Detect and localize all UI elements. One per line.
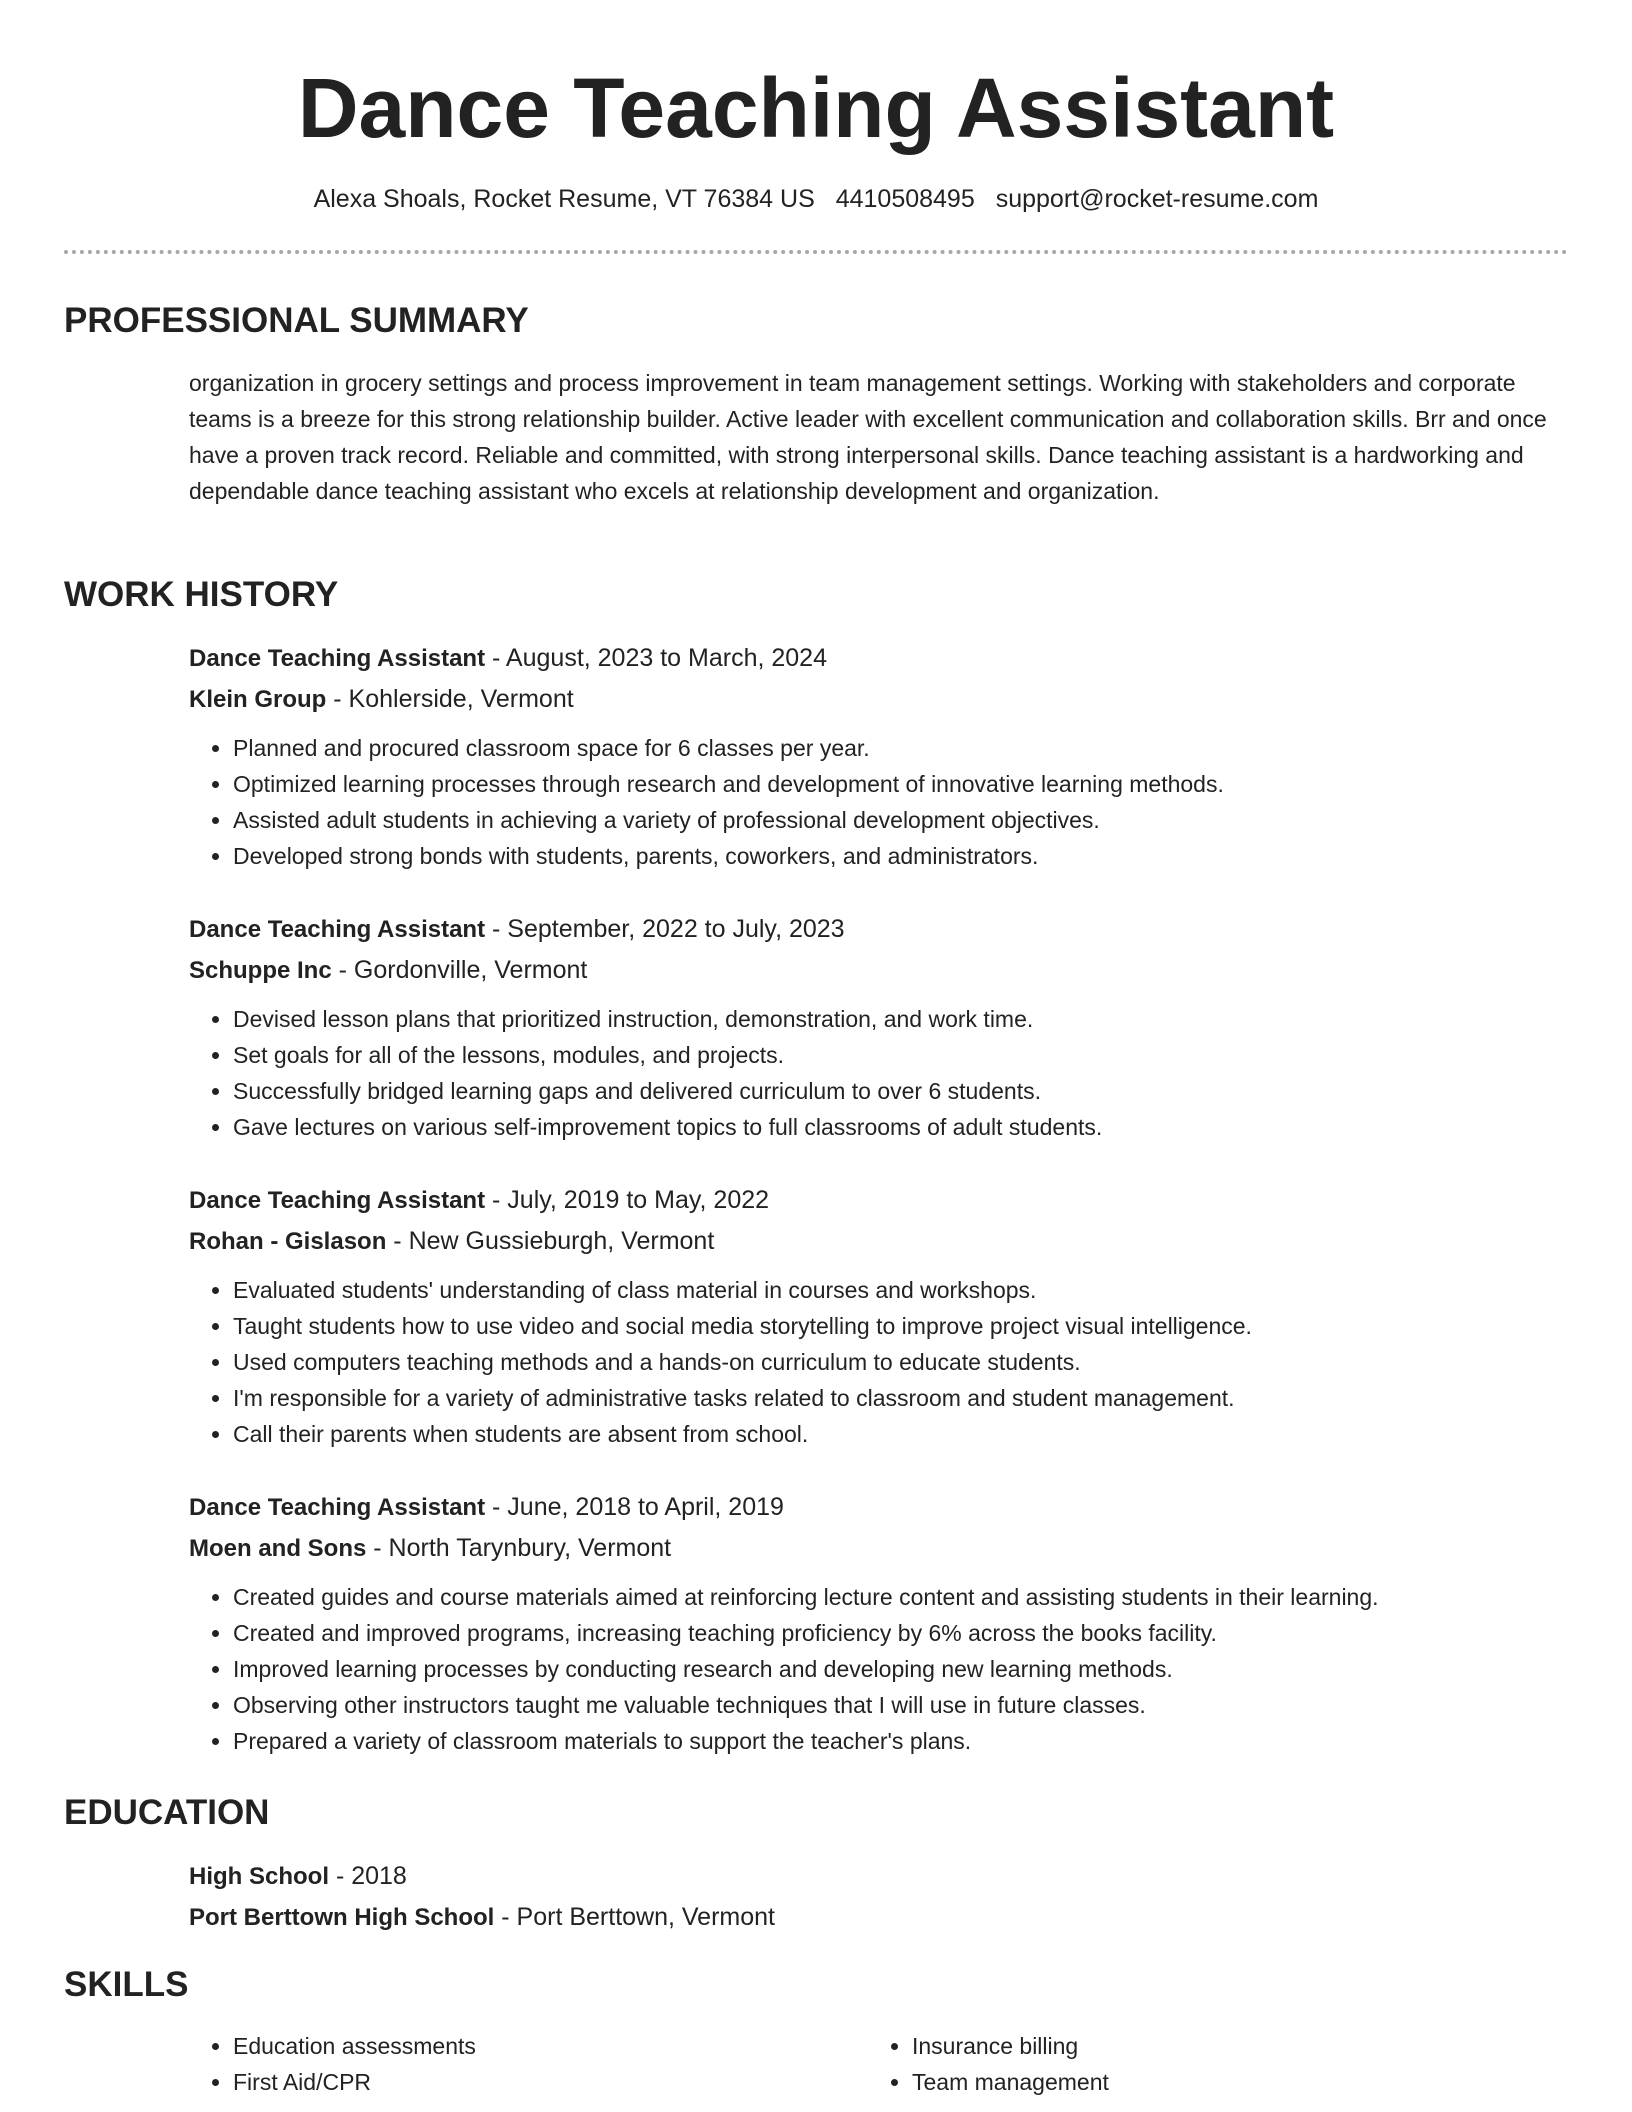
job-bullets [189,1272,1569,1452]
resume-name: Dance Teaching Assistant [297,61,1335,155]
job-title-line [189,638,1569,679]
job-bullets [189,1579,1569,1759]
job-entry [189,1487,1569,1759]
job-bullet: • Developed strong bonds with students, parents, coworkers, and administrators. [233,838,1569,874]
job-company: Schuppe Inc [189,957,332,984]
education-school-line [189,1897,1569,1938]
skills-list-left [189,2028,789,2100]
job-location: - North Tarynbury, Vermont [366,1534,672,1562]
job-role: Dance Teaching Assistant [189,1187,486,1214]
skills-list-right [868,2028,1468,2100]
job-company-line [189,679,1569,720]
job-bullet: • Planned and procured classroom space for 6 classes per year. [233,730,1569,766]
contact-address: Alexa Shoals, Rocket Resume, VT 76384 US [313,185,815,213]
skills-column-left [189,2028,789,2100]
job-dates: - September, 2022 to July, 2023 [485,915,845,943]
job-bullet: • Assisted adult students in achieving a variety of professional development objectives. [233,802,1569,838]
education-entry [189,1856,1569,1938]
summary-title: PROFESSIONAL SUMMARY [64,301,529,340]
skills-column-right [868,2028,1468,2100]
job-bullet: • Observing other instructors taught me valuable techniques that I will use in future classes. [233,1687,1569,1723]
job-company: Rohan - Gislason [189,1228,387,1255]
job-entry [189,1180,1569,1452]
job-role: Dance Teaching Assistant [189,1494,486,1521]
job-entry [189,638,1569,874]
job-bullet: • Optimized learning processes through research and development of innovative learning methods. [233,766,1569,802]
job-bullet: • Devised lesson plans that prioritized instruction, demonstration, and work time. [233,1001,1569,1037]
job-company: Klein Group [189,686,327,713]
job-entry [189,909,1569,1145]
job-role: Dance Teaching Assistant [189,916,486,943]
skill-item: • Insurance billing [912,2028,1468,2064]
job-bullet: • Prepared a variety of classroom materials to support the teacher's plans. [233,1723,1569,1759]
job-role: Dance Teaching Assistant [189,645,486,672]
job-title-line [189,1180,1569,1221]
job-title-line [189,1487,1569,1528]
job-company-line [189,1528,1569,1569]
skill-item: • Team management [912,2064,1468,2100]
job-bullet: • Improved learning processes by conducting research and developing new learning methods. [233,1651,1569,1687]
job-bullet: • Set goals for all of the lessons, modules, and projects. [233,1037,1569,1073]
job-company: Moen and Sons [189,1535,367,1562]
contact-line [0,182,1632,216]
education-degree-line [189,1856,1569,1897]
job-dates: - July, 2019 to May, 2022 [485,1186,770,1214]
job-bullet: • Used computers teaching methods and a hands-on curriculum to educate students. [233,1344,1569,1380]
job-dates: - June, 2018 to April, 2019 [485,1493,784,1521]
education-title: EDUCATION [64,1793,270,1832]
job-bullet: • Taught students how to use video and social media storytelling to improve project visual intelligence. [233,1308,1569,1344]
job-bullet: • Evaluated students' understanding of class material in courses and workshops. [233,1272,1569,1308]
job-location: - Gordonville, Vermont [331,956,588,984]
job-bullet: • Gave lectures on various self-improvement topics to full classrooms of adult students. [233,1109,1569,1145]
job-bullet: • Created guides and course materials aimed at reinforcing lecture content and assisting students in their learning. [233,1579,1569,1615]
job-bullet: • Call their parents when students are absent from school. [233,1416,1569,1452]
education-school: Port Berttown High School [189,1904,495,1931]
job-bullet: • Successfully bridged learning gaps and delivered curriculum to over 6 students. [233,1073,1569,1109]
skill-item: • Education assessments [233,2028,789,2064]
job-bullet: • Created and improved programs, increasing teaching proficiency by 6% across the books facility. [233,1615,1569,1651]
job-bullets [189,1001,1569,1145]
skill-item: • First Aid/CPR [233,2064,789,2100]
job-bullet: • I'm responsible for a variety of administrative tasks related to classroom and student management. [233,1380,1569,1416]
work-history-title: WORK HISTORY [64,575,339,614]
skills-title: SKILLS [64,1965,189,2004]
job-location: - Kohlerside, Vermont [326,685,574,713]
job-title-line [189,909,1569,950]
education-location: - Port Berttown, Vermont [494,1903,775,1931]
job-company-line [189,1221,1569,1262]
contact-phone: 4410508495 [835,185,975,213]
contact-email: support@rocket-resume.com [995,185,1319,213]
job-bullets [189,730,1569,874]
job-company-line [189,950,1569,991]
job-dates: - August, 2023 to March, 2024 [485,644,827,672]
education-year: - 2018 [329,1862,407,1890]
job-location: - New Gussieburgh, Vermont [386,1227,715,1255]
education-degree: High School [189,1863,329,1890]
header-divider [64,250,1568,254]
summary-text: organization in grocery settings and process improvement in team management settings. Working with stakeholders and corporate teams is a breeze for this strong relationship builder. Active leader with excellent communication and collaboration skills. Brr and once have a proven track record. Reliable and committed, with strong interpersonal skills. Dance teaching assistant is a hardworking and dependable dance teaching assistant who excels at relationship development and organization. [189,370,1547,504]
